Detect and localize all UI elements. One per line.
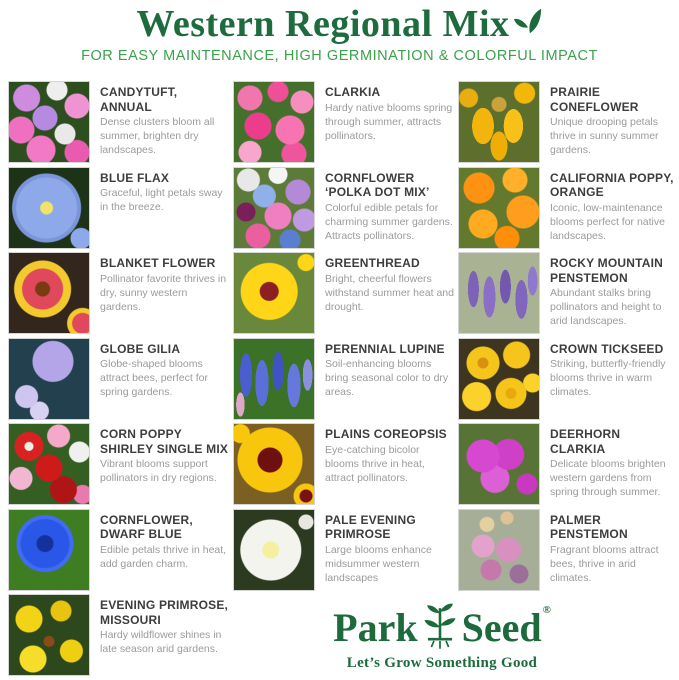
flower-photo — [458, 338, 540, 420]
flower-description: Abundant stalks bring pollinators and height to arid landscapes. — [550, 287, 662, 328]
flower-description: Hardy native blooms spring through summer, attracts pollinators. — [325, 101, 453, 142]
flower-name: BLANKET FLOWER — [100, 256, 216, 270]
flower-description: Eye-catching bicolor blooms thrive in heat, attract pollinators. — [325, 443, 425, 484]
flower-description: Graceful, light petals sway in the breeze. — [100, 187, 223, 214]
flower-photo — [8, 594, 90, 676]
entry-plains-coreopsis — [233, 423, 458, 509]
flower-name: PLAINS COREOPSIS — [325, 427, 447, 441]
flower-description: Pollinator favorite thrives in dry, sunny western gardens. — [100, 272, 227, 313]
leaf-icon — [513, 5, 543, 35]
flower-photo — [8, 167, 90, 249]
entry-rocky-mountain-penstemon — [458, 252, 679, 338]
flower-description: Vibrant blooms support pollinators in dry regions. — [100, 458, 217, 485]
entry-blanket-flower — [8, 252, 233, 338]
flower-name: CROWN TICKSEED — [550, 341, 664, 356]
flower-description: Edible petals thrive in heat, add garden charm. — [100, 543, 227, 570]
flower-photo — [458, 81, 540, 163]
entry-corn-poppy-shirley-single-mix — [8, 423, 233, 509]
entry-deerhorn-clarkia — [458, 423, 679, 509]
entry-candytuft-annual — [8, 81, 233, 167]
flower-name: CANDYTUFT, ANNUAL — [100, 85, 178, 114]
flower-description: Unique drooping petals thrive in sunny summer gardens. — [550, 116, 659, 157]
entry-evening-primrose-missouri — [8, 594, 233, 680]
flower-name: CLARKIA — [325, 85, 381, 99]
entry-california-poppy-orange — [458, 167, 679, 253]
entry-prairie-coneflower — [458, 81, 679, 167]
entry-cornflower-dwarf-blue — [8, 509, 233, 595]
logo-tagline: Let’s Grow Something Good — [346, 654, 538, 671]
flower-name: CORNFLOWER, DWARF BLUE — [100, 512, 193, 542]
flower-photo — [8, 338, 90, 420]
page-subtitle: FOR EASY MAINTENANCE, HIGH GERMINATION & COLORFUL IMPACT — [81, 47, 598, 64]
flower-name: EVENING PRIMROSE, MISSOURI — [100, 598, 229, 627]
flower-name: PRAIRIE CONEFLOWER — [550, 85, 639, 114]
flower-name: PERENNIAL LUPINE — [325, 341, 445, 356]
flower-photo — [458, 423, 540, 505]
flower-name: PALE EVENING PRIMROSE — [325, 512, 416, 542]
flower-photo — [8, 81, 90, 163]
flower-photo — [8, 509, 90, 591]
flower-name: GREENTHREAD — [325, 256, 420, 270]
registered-trademark: ® — [542, 603, 551, 616]
flower-grid — [0, 81, 679, 680]
flower-name: CORN POPPY SHIRLEY SINGLE MIX — [100, 427, 229, 456]
flower-description: Globe-shaped blooms attract bees, perfect for spring gardens. — [100, 358, 208, 399]
flower-name: BLUE FLAX — [100, 170, 170, 185]
flower-photo — [458, 509, 540, 591]
flower-description: Bright, cheerful flowers withstand summer heat and drought. — [325, 272, 454, 313]
flower-photo — [233, 509, 315, 591]
flower-description: Dense clusters bloom all summer, brighten dry landscapes. — [100, 116, 215, 157]
flower-name: ROCKY MOUNTAIN PENSTEMON — [550, 256, 664, 285]
flower-photo — [8, 423, 90, 505]
entry-globe-gilia — [8, 338, 233, 424]
flower-photo — [233, 167, 315, 249]
flower-name: GLOBE GILIA — [100, 341, 181, 356]
page-title: Western Regional Mix — [136, 3, 510, 45]
entry-perennial-lupine — [233, 338, 458, 424]
logo-text-seed: Seed — [461, 604, 542, 650]
entry-cornflower-polka-dot-mix — [233, 167, 458, 253]
flower-photo — [233, 338, 315, 420]
park-seed-logo — [233, 594, 679, 680]
flower-photo — [8, 252, 90, 334]
flower-description: Striking, butterfly-friendly blooms thrive in warm climates. — [550, 358, 666, 399]
entry-clarkia — [233, 81, 458, 167]
flower-name: PALMER PENSTEMON — [550, 512, 628, 542]
flower-photo — [458, 252, 540, 334]
flower-name: CORNFLOWER ‘POLKA DOT MIX’ — [325, 170, 430, 200]
header — [0, 0, 679, 81]
flower-name: CALIFORNIA POPPY, ORANGE — [550, 170, 674, 200]
flower-photo — [233, 252, 315, 334]
title-row — [0, 5, 679, 45]
entry-blue-flax — [8, 167, 233, 253]
entry-palmer-penstemon — [458, 509, 679, 595]
flower-photo — [233, 423, 315, 505]
flower-name: DEERHORN CLARKIA — [550, 427, 621, 456]
flower-description: Fragrant blooms attract bees, thrive in arid climates. — [550, 543, 659, 584]
flower-photo — [458, 167, 540, 249]
flower-photo — [233, 81, 315, 163]
flower-description: Large blooms enhance midsummer western landscapes — [325, 543, 432, 584]
entry-crown-tickseed — [458, 338, 679, 424]
logo-text-park: Park — [333, 604, 418, 650]
entry-greenthread — [233, 252, 458, 338]
flower-description: Delicate blooms brighten western gardens from spring through summer. — [550, 458, 666, 499]
flower-description: Hardy wildflower shines in late season arid gardens. — [100, 629, 222, 656]
flower-description: Colorful edible petals for charming summer gardens. Attracts pollinators. — [325, 201, 453, 242]
entry-pale-evening-primrose — [233, 509, 458, 595]
flower-description: Soil-enhancing blooms bring seasonal color to dry areas. — [325, 358, 449, 399]
seedling-icon — [421, 602, 459, 654]
flower-description: Iconic, low-maintenance blooms perfect for native landscapes. — [550, 201, 665, 242]
